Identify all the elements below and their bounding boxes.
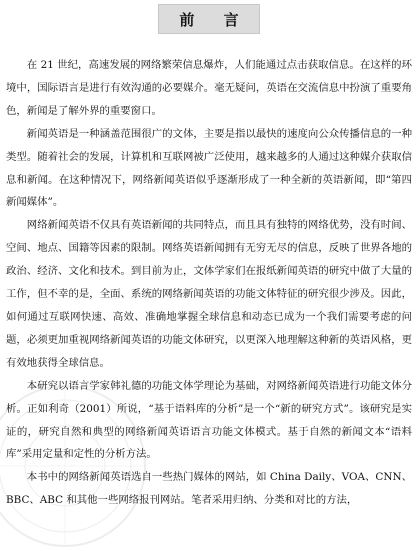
page-title-box [158, 4, 260, 34]
paragraph-1: 在 21 世纪，高速发展的网络繁荣信息爆炸，人们能通过点击获取信息。在这样的环境中，国际语言是进行有效沟通的必要媒介。毫无疑问，英语在交流信息中扮演了重要角色，新闻是了解外界的重要窗口。 [6, 59, 412, 117]
paragraph-5: 本书中的网络新闻英语选自一些热门媒体的网站，如 China Daily、VOA、CNN、BBC、ABC 和其他一些网络报刊网站。笔者采用归纳、分类和对比的方法， [6, 471, 412, 507]
paragraph-2: 新闻英语是一种涵盖范围很广的文体，主要是指以最快的速度向公众传播信息的一种类型。随着社会的发展，计算机和互联网被广泛使用，越来越多的人通过这种媒介获取信息和新闻。在这种情况下，网络新闻英语似乎逐渐形成了一种全新的英语新闻，即“第四新闻媒体”。 [6, 127, 412, 209]
paragraph-4: 本研究以语言学家韩礼德的功能文体学理论为基础，对网络新闻英语进行功能文体分析。正如利奇（2001）所说，“基于语料库的分析”是一个“新的研究方式”。该研究是实证的，研究自然和典型的网络新闻英语语言功能文体模式。基于自然的新闻文本“语料库”采用定量和定性的分析方法。 [6, 379, 412, 461]
page-title: 前 言 [179, 10, 251, 29]
preface-body [6, 54, 412, 512]
paragraph-3: 网络新闻英语不仅具有英语新闻的共同特点，而且具有独特的网络优势，没有时间、空间、地点、国籍等因素的限制。网络英语新闻拥有无穷无尽的信息，反映了世界各地的政治、经济、文化和技术。到目前为止，文体学家们在报纸新闻英语的研究中做了大量的工作，但不幸的是，全面、系统的网络新闻英语的功能文体特征的研究很少涉及。因此，如何通过互联网快速、高效、准确地掌握全球信息和动态已成为一个我们需要考虑的问题，必须更加重视网络新闻英语的功能文体研究，以更深入地理解这种新的英语风格，更有效地获得全球信息。 [6, 219, 412, 369]
